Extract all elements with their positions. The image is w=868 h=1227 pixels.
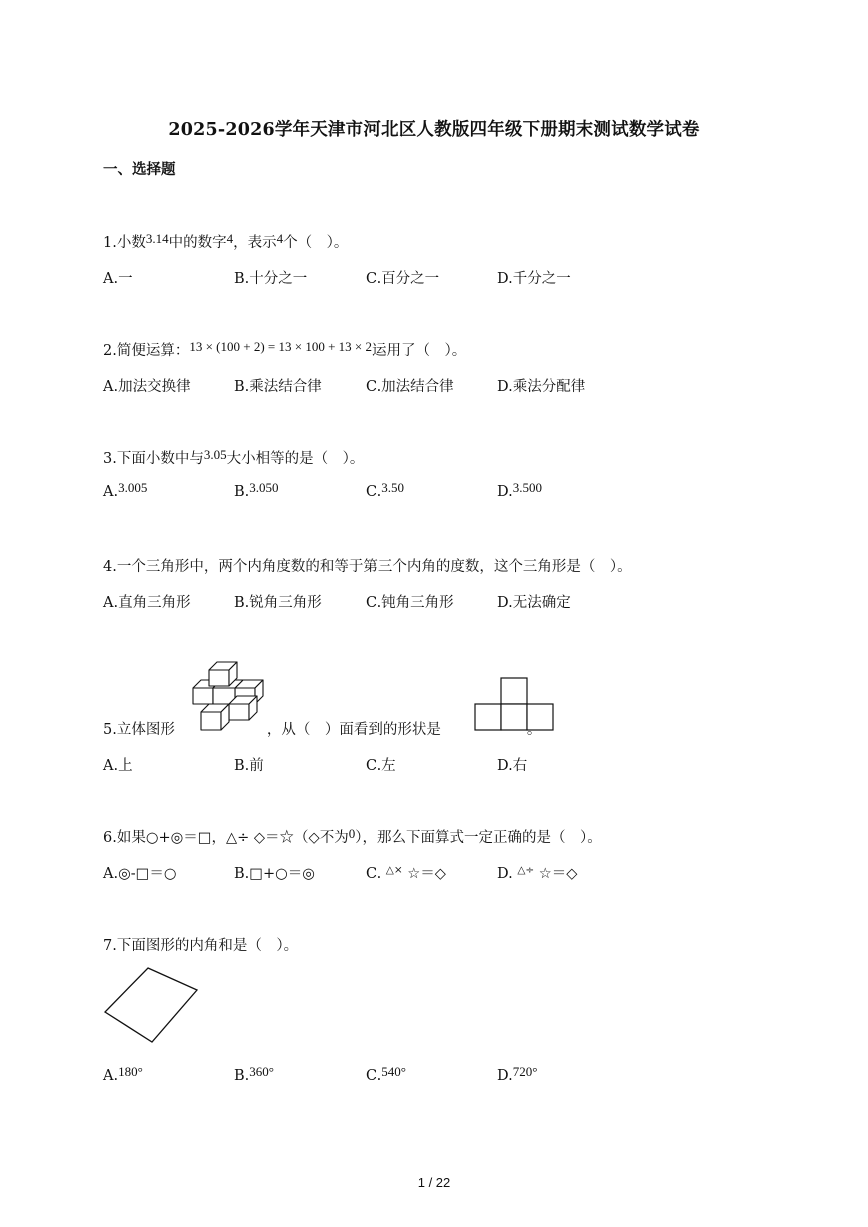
option-value: 3.050 (249, 480, 279, 495)
question-3-stem (103, 447, 364, 468)
question-6-stem (103, 826, 602, 847)
q4-option-c[interactable]: C.钝角三角形 (366, 595, 454, 611)
option-value: 3.50 (381, 480, 404, 495)
question-7-stem: 7.下面图形的内角和是（ ）。 (103, 938, 299, 954)
q1-digit: 4 (276, 231, 284, 246)
q7-option-a[interactable] (103, 1064, 143, 1084)
question-1-stem (103, 231, 348, 252)
q6-option-d[interactable] (497, 862, 577, 883)
q3-number: 3.05 (203, 447, 227, 462)
q5-option-b[interactable]: B.前 (234, 758, 264, 774)
page-title: 2025-2026学年天津市河北区人教版四年级下册期末测试数学试卷 (168, 120, 700, 140)
option-letter: A. (103, 1068, 119, 1084)
q1-text-part: ，表示 (233, 235, 277, 251)
q6-text-part: △÷ ◇＝☆（◇不为 (226, 830, 349, 846)
option-value: 360° (249, 1064, 274, 1079)
section-heading: 一、选择题 (103, 161, 176, 178)
q1-text-part: 中的数字 (168, 235, 227, 251)
q1-option-a[interactable]: A.一 (103, 271, 133, 287)
q1-option-d[interactable]: D.千分之一 (497, 271, 571, 287)
option-value: □+○＝◎ (249, 866, 315, 882)
q6-text-part: ），那么下面算式一定正确的是（ ）。 (355, 830, 602, 846)
quadrilateral-figure (100, 962, 202, 1048)
q5-text-part: ，从（ ）面看到的形状是 (266, 722, 441, 738)
q3-option-d[interactable] (497, 480, 542, 500)
option-value: 540° (381, 1064, 406, 1079)
option-value: ☆＝◇ (402, 866, 446, 882)
option-letter: C. (366, 866, 386, 882)
q6-option-a[interactable] (103, 862, 177, 883)
option-letter: A. (103, 866, 119, 882)
option-value: 180° (118, 1064, 143, 1079)
cube-stack-figure (183, 660, 275, 734)
q6-option-c[interactable] (366, 862, 446, 883)
option-letter: B. (234, 1068, 250, 1084)
q5-option-c[interactable]: C.左 (366, 758, 396, 774)
q3-option-c[interactable] (366, 480, 404, 500)
q2-option-c[interactable]: C.加法结合律 (366, 379, 454, 395)
q3-option-b[interactable] (234, 480, 279, 500)
q6-option-b[interactable] (234, 862, 315, 883)
option-value: 720° (512, 1064, 538, 1079)
option-value: ☆＝◇ (534, 866, 578, 882)
q2-text-part: 运用了（ ）。 (372, 343, 467, 359)
option-letter: D. (497, 484, 513, 500)
q1-option-c[interactable]: C.百分之一 (366, 271, 440, 287)
q3-option-a[interactable] (103, 480, 148, 500)
q1-text-part: 1.小数 (103, 235, 146, 251)
q5-text-part: 5.立体图形 (103, 722, 175, 738)
option-symbol: △× (385, 864, 403, 876)
q1-text-part: 个（ ）。 (283, 235, 349, 251)
q7-option-b[interactable] (234, 1064, 274, 1084)
option-letter: B. (234, 866, 250, 882)
q6-text-part: 6.如果○+◎＝□， (103, 830, 226, 846)
q6-zero: 0 (348, 826, 356, 841)
option-letter: C. (366, 1068, 382, 1084)
option-letter: D. (497, 866, 518, 882)
option-value: 3.005 (118, 480, 148, 495)
q2-option-b[interactable]: B.乘法结合律 (234, 379, 322, 395)
q2-expression: 13 × (100 + 2) = 13 × 100 + 13 × 2 (189, 339, 372, 354)
q1-number: 3.14 (145, 231, 169, 246)
q1-option-b[interactable]: B.十分之一 (234, 271, 308, 287)
q2-option-a[interactable]: A.加法交换律 (103, 379, 191, 395)
option-letter: C. (366, 484, 382, 500)
q3-text-part: 大小相等的是（ ）。 (226, 451, 365, 467)
option-value: ◎-□＝○ (118, 866, 177, 882)
q3-text-part: 3.下面小数中与 (103, 451, 204, 467)
q1-digit: 4 (226, 231, 234, 246)
page-number: 1 / 22 (417, 1175, 451, 1190)
q5-option-d[interactable]: D.右 (497, 758, 528, 774)
q5-option-a[interactable]: A.上 (103, 758, 133, 774)
q7-option-d[interactable] (497, 1064, 538, 1084)
view-shape-figure (472, 676, 558, 734)
option-letter: B. (234, 484, 250, 500)
q2-text-part: 2.简便运算： (103, 343, 190, 359)
option-letter: D. (497, 1068, 513, 1084)
option-symbol: △÷ (517, 864, 535, 876)
question-4-stem: 4.一个三角形中，两个内角度数的和等于第三个内角的度数，这个三角形是（ ）。 (103, 559, 632, 575)
option-value: 3.500 (512, 480, 542, 495)
q4-option-d[interactable]: D.无法确定 (497, 595, 571, 611)
q4-option-b[interactable]: B.锐角三角形 (234, 595, 322, 611)
question-2-stem (103, 339, 466, 360)
option-letter: A. (103, 484, 119, 500)
q4-option-a[interactable]: A.直角三角形 (103, 595, 191, 611)
q2-option-d[interactable]: D.乘法分配律 (497, 379, 586, 395)
q7-option-c[interactable] (366, 1064, 406, 1084)
